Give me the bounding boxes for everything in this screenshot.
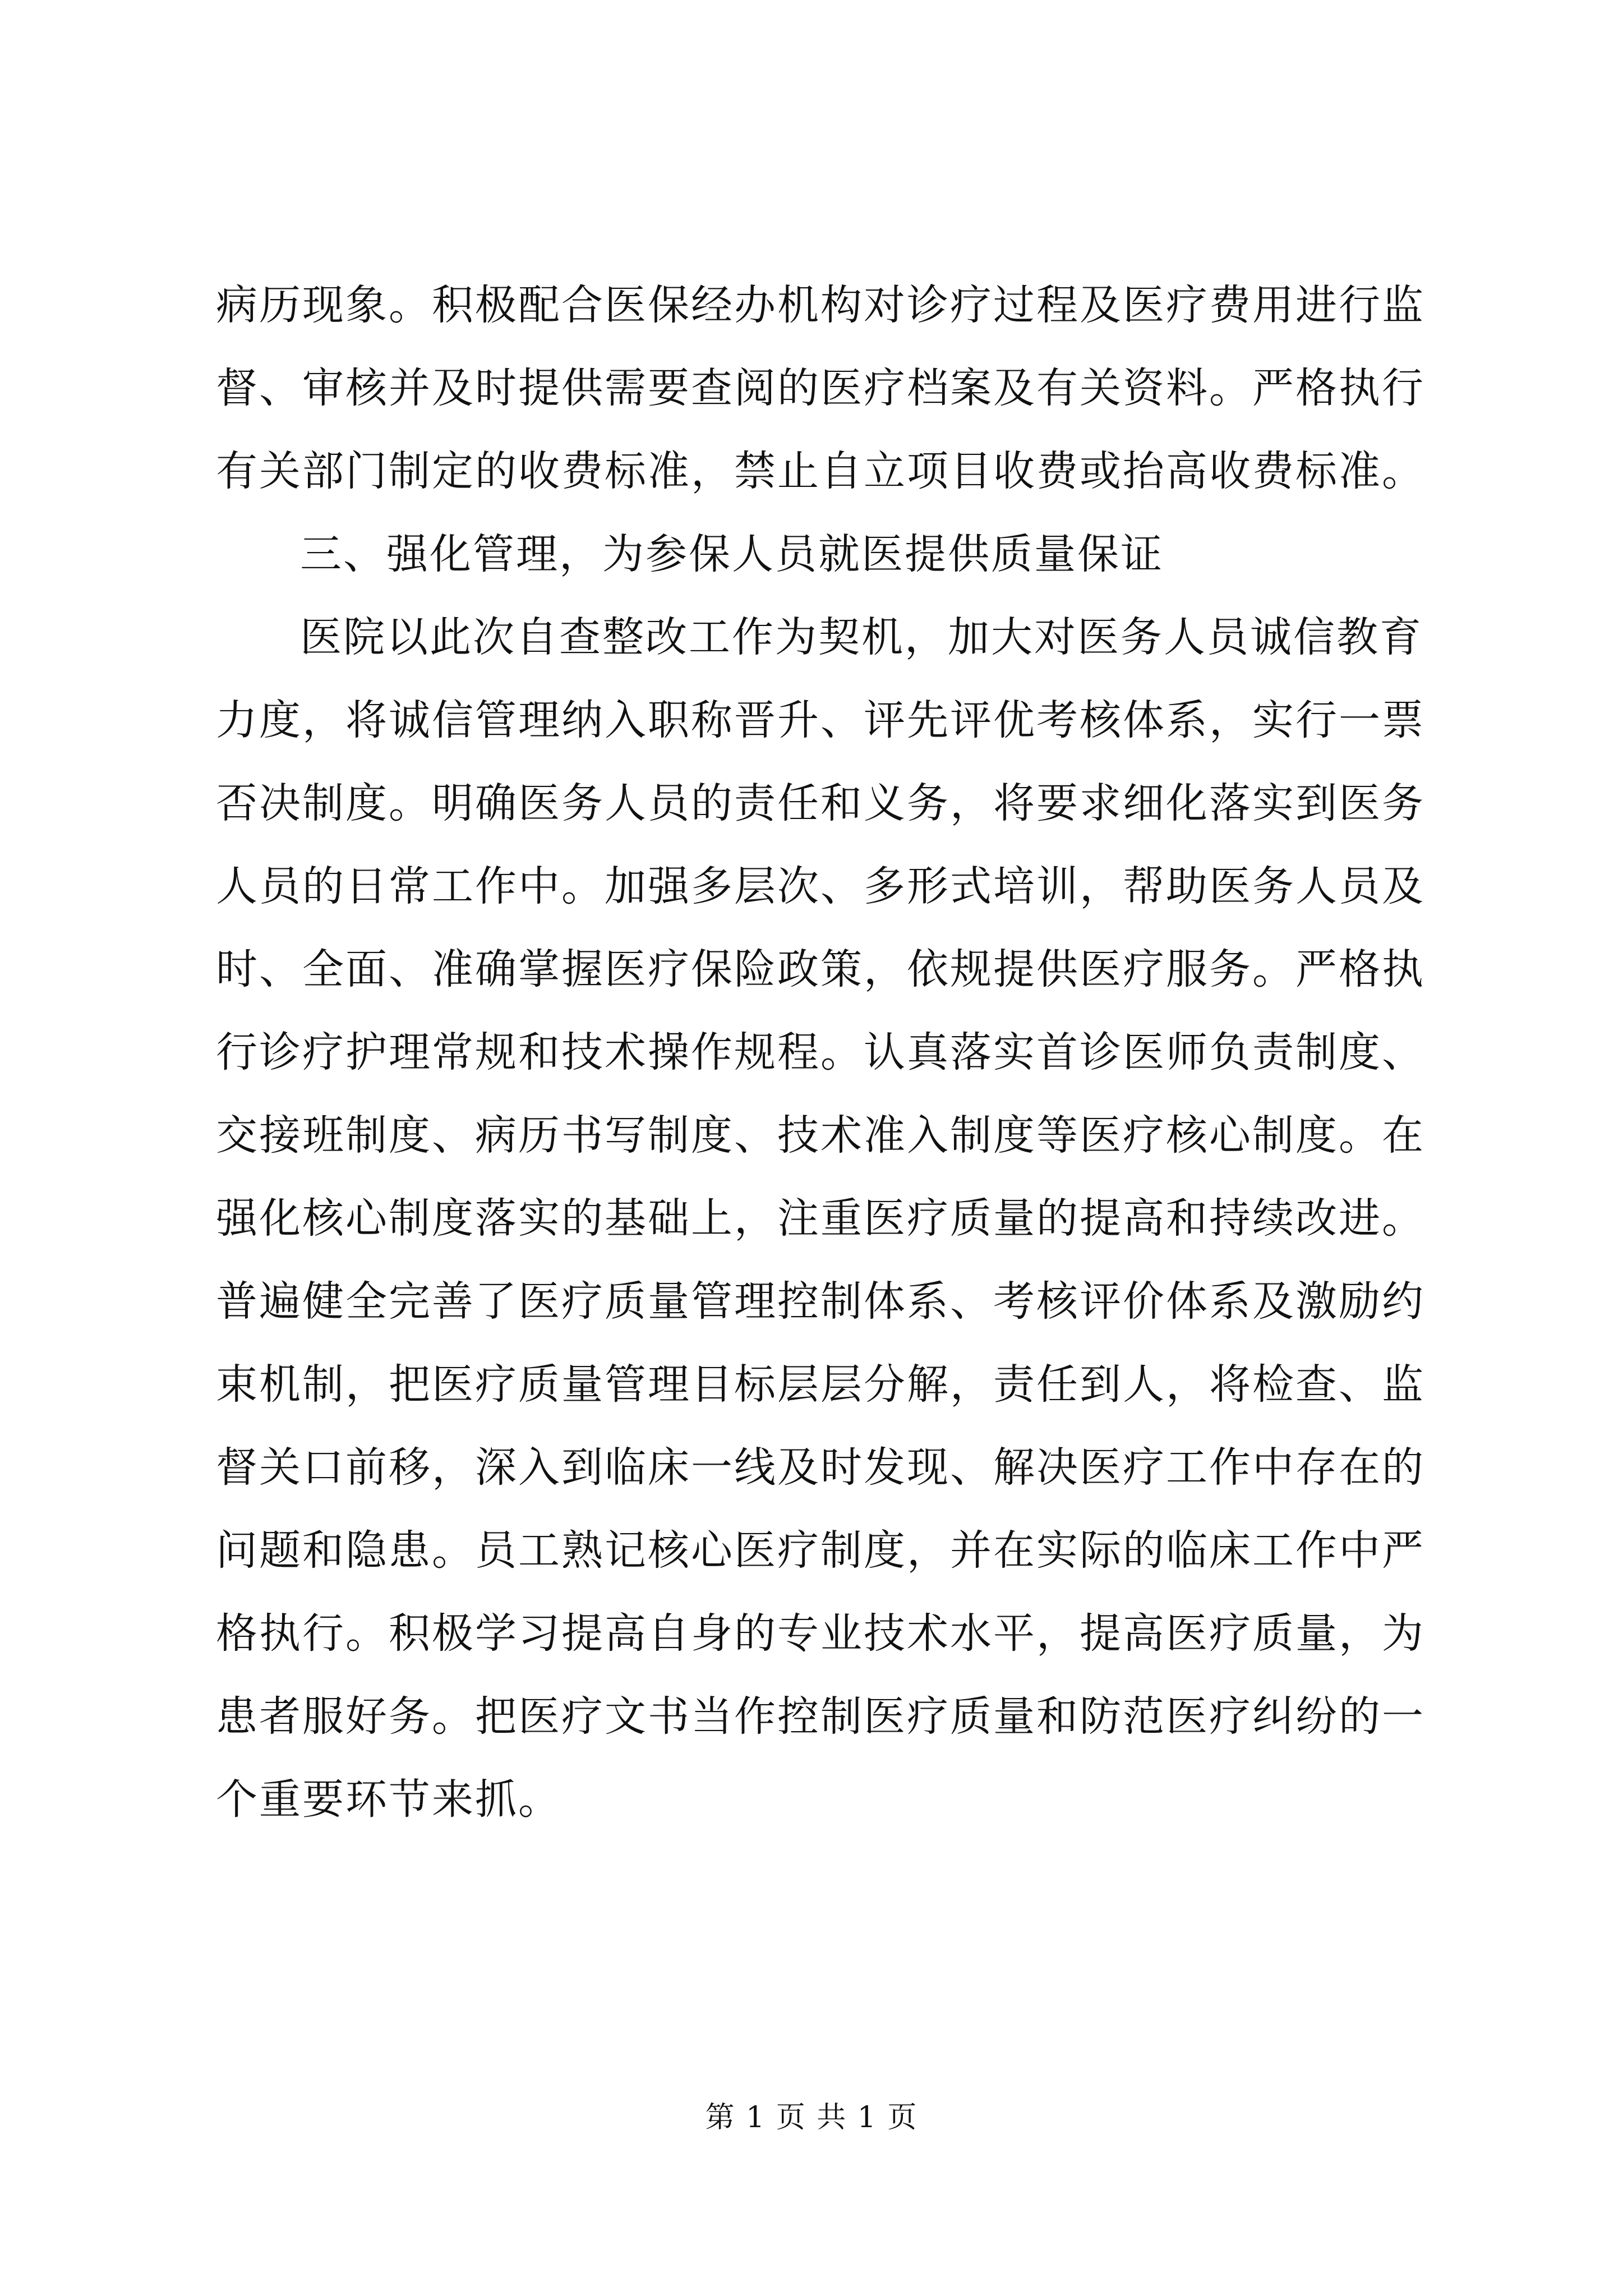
text-line: 病历现象。积极配合医保经办机构对诊疗过程及医疗费用进行监 [216, 281, 1425, 329]
paragraph-first-line: 医院以此次自查整改工作为契机，加大对医务人员诚信教育 [300, 613, 1423, 661]
text-line: 时、全面、准确掌握医疗保险政策，依规提供医疗服务。严格执 [216, 945, 1425, 993]
text-line: 患者服好务。把医疗文书当作控制医疗质量和防范医疗纠纷的一 [216, 1692, 1425, 1741]
text-line: 否决制度。明确医务人员的责任和义务，将要求细化落实到医务 [216, 779, 1425, 827]
text-line: 有关部门制定的收费标准，禁止自立项目收费或抬高收费标准。 [216, 447, 1425, 495]
text-line: 人员的日常工作中。加强多层次、多形式培训，帮助医务人员及 [216, 862, 1425, 910]
text-line: 束机制，把医疗质量管理目标层层分解，责任到人，将检查、监 [216, 1360, 1425, 1409]
text-line-last: 个重要环节来抓。 [216, 1775, 561, 1824]
text-line: 问题和隐患。员工熟记核心医疗制度，并在实际的临床工作中严 [216, 1526, 1425, 1575]
text-line: 督、审核并及时提供需要查阅的医疗档案及有关资料。严格执行 [216, 364, 1425, 412]
text-line: 格执行。积极学习提高自身的专业技术水平，提高医疗质量，为 [216, 1609, 1425, 1658]
section-heading: 三、强化管理，为参保人员就医提供质量保证 [300, 530, 1164, 578]
text-line: 交接班制度、病历书写制度、技术准入制度等医疗核心制度。在 [216, 1111, 1425, 1159]
text-line: 力度，将诚信管理纳入职称晋升、评先评优考核体系，实行一票 [216, 696, 1425, 744]
text-line: 普遍健全完善了医疗质量管理控制体系、考核评价体系及激励约 [216, 1277, 1425, 1326]
text-line: 强化核心制度落实的基础上，注重医疗质量的提高和持续改进。 [216, 1194, 1425, 1243]
text-line: 督关口前移，深入到临床一线及时发现、解决医疗工作中存在的 [216, 1443, 1425, 1492]
document-body [216, 264, 1425, 1841]
page-footer: 第 1 页 共 1 页 [705, 2101, 918, 2134]
text-line: 行诊疗护理常规和技术操作规程。认真落实首诊医师负责制度、 [216, 1028, 1425, 1076]
